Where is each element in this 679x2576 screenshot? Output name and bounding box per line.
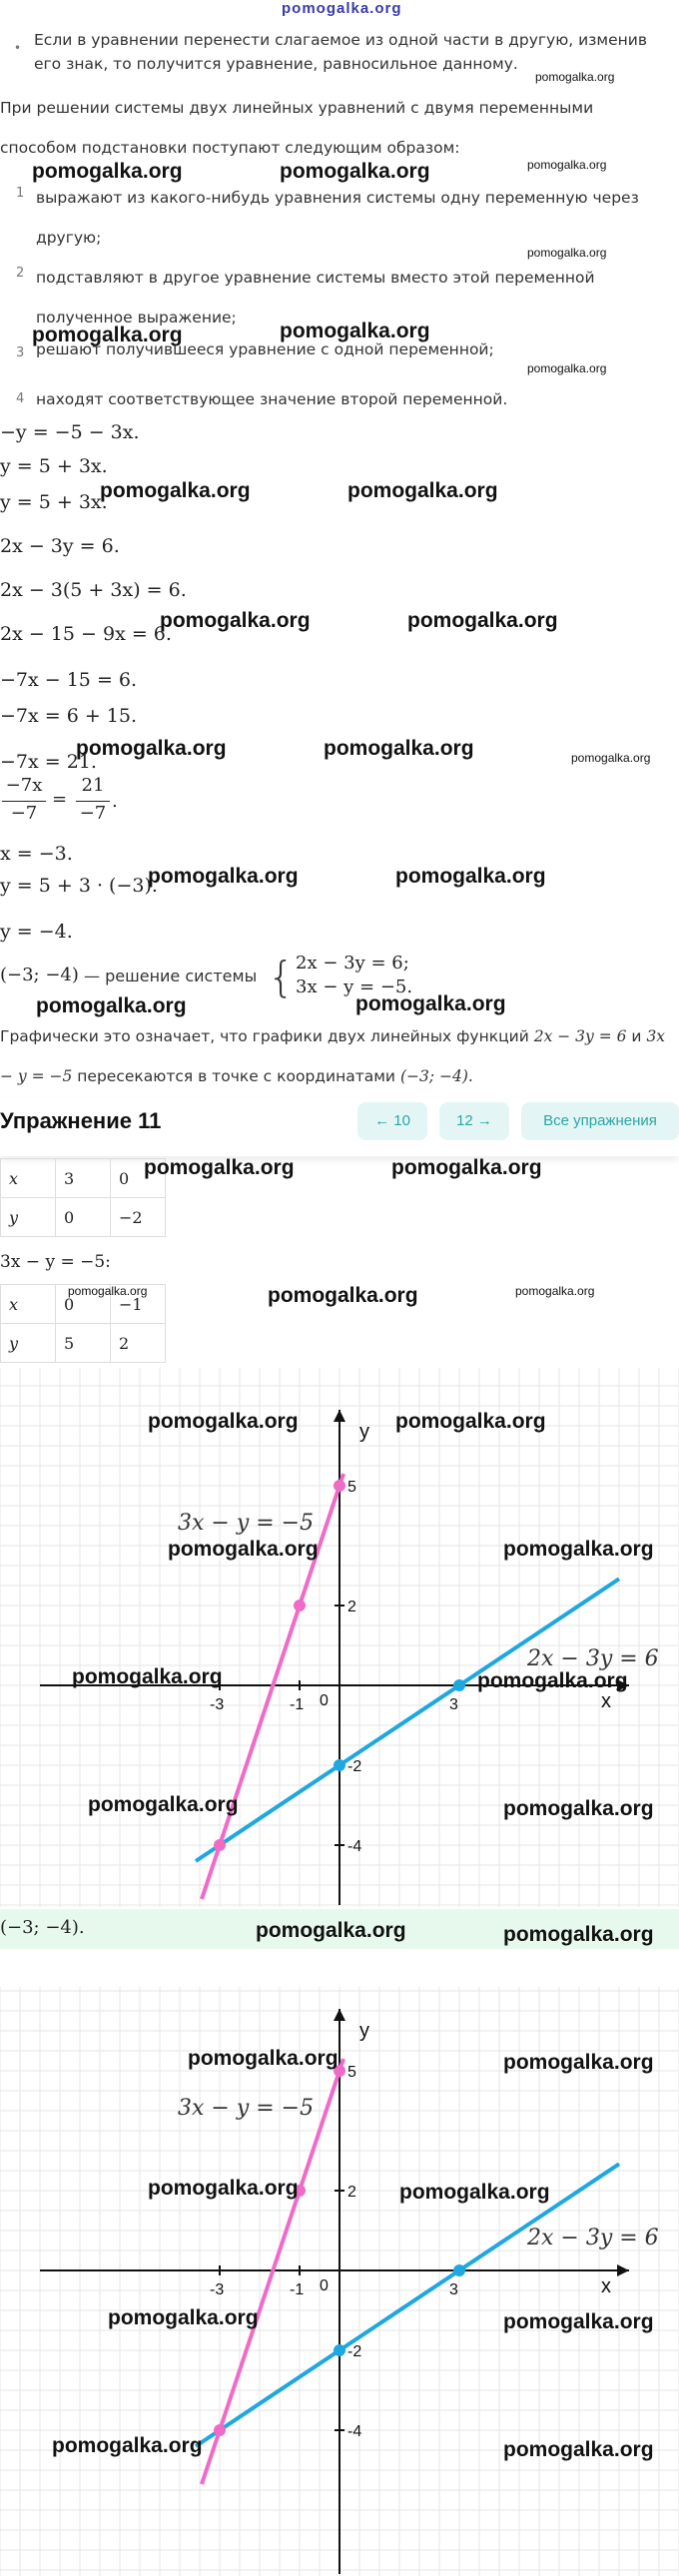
solution-text: — решение системы	[84, 966, 258, 985]
step-number: 2	[16, 266, 25, 281]
y-tick-label: -4	[347, 1838, 362, 1855]
point-line1	[294, 1600, 306, 1611]
equation: −y = −5 − 3x.	[0, 421, 140, 443]
watermark: pomogalka.org	[36, 994, 187, 1017]
equation: −7x = 6 + 15.	[0, 705, 138, 727]
y-axis-label: y	[359, 1421, 369, 1443]
x-tick-label: -3	[210, 1696, 225, 1713]
equation: y = −4.	[0, 921, 73, 943]
watermark: pomogalka.org	[68, 1284, 148, 1298]
line1-label: 3x − y = −5	[178, 1511, 315, 1536]
watermark: pomogalka.org	[76, 737, 227, 760]
step-text: находят соответствующее значение второй переменной.	[36, 390, 508, 408]
watermark: pomogalka.org	[72, 1665, 223, 1688]
watermark: pomogalka.org	[503, 2310, 654, 2333]
watermark: pomogalka.org	[88, 1793, 239, 1816]
watermark: pomogalka.org	[280, 160, 430, 183]
watermark: pomogalka.org	[355, 992, 506, 1015]
point-line2	[334, 2344, 345, 2356]
watermark: pomogalka.org	[268, 1284, 418, 1307]
point-line1	[334, 1480, 345, 1492]
y-tick-label: -2	[347, 2343, 362, 2360]
equation: y = 5 + 3 · (−3).	[0, 875, 158, 897]
table-cell: y	[1, 1324, 56, 1363]
watermark: pomogalka.org	[477, 1669, 628, 1692]
x-axis-arrow	[617, 2264, 629, 2276]
step-number: 1	[16, 186, 25, 201]
exercise-title: Упражнение 11	[0, 1108, 162, 1133]
fraction-num-left: −7x	[5, 775, 43, 796]
step-number: 4	[16, 391, 25, 406]
y-tick-label: 5	[347, 1479, 356, 1496]
fraction-den-right: −7	[79, 803, 107, 824]
table-row	[1, 1198, 166, 1237]
graphical-point: (−3; −4).	[399, 1067, 473, 1085]
fraction-bar	[2, 801, 46, 802]
y-tick-label: -2	[347, 1758, 362, 1775]
table-cell: 0	[111, 1159, 166, 1198]
intro-text: При решении системы двух линейных уравнений с двумя переменными способом подстановки поступают следующим образом:	[0, 99, 594, 157]
watermark: pomogalka.org	[407, 609, 558, 632]
watermark: pomogalka.org	[144, 1156, 295, 1179]
equation: 2x − 3(5 + 3x) = 6.	[0, 579, 187, 601]
rule-bullet: •	[14, 41, 22, 55]
table-cell: 2	[111, 1324, 166, 1363]
prev-exercise-button[interactable]: ← 10	[357, 1102, 427, 1140]
point-line1	[214, 2424, 226, 2436]
table-row	[1, 1159, 166, 1198]
watermark: pomogalka.org	[280, 320, 430, 342]
line2-label: 2x − 3y = 6	[527, 1646, 659, 1671]
y-tick-label: 5	[347, 2064, 356, 2081]
table-cell: 3	[56, 1159, 111, 1198]
fraction-equation	[0, 775, 140, 831]
watermark: pomogalka.org	[160, 609, 311, 632]
y-axis-label: y	[359, 2020, 369, 2042]
coordinate-graph	[0, 1987, 679, 2576]
equation: −7x − 15 = 6.	[0, 669, 138, 691]
all-exercises-button[interactable]: Все упражнения	[521, 1102, 679, 1140]
step-number: 3	[16, 345, 25, 360]
watermark: pomogalka.org	[399, 2181, 550, 2204]
equation: y = 5 + 3x.	[0, 491, 108, 513]
table-label: 3x − y = −5:	[0, 1252, 111, 1272]
origin-label: 0	[320, 2277, 329, 2294]
fraction-bar	[76, 801, 110, 802]
point-line2	[453, 2264, 465, 2276]
watermark: pomogalka.org	[100, 479, 251, 502]
watermark: pomogalka.org	[503, 1538, 654, 1561]
watermark: pomogalka.org	[535, 70, 615, 84]
equation: x = −3.	[0, 843, 73, 865]
fraction-den-left: −7	[10, 803, 38, 824]
fraction-num-right: 21	[81, 775, 105, 796]
watermark: pomogalka.org	[188, 2047, 339, 2070]
watermark: pomogalka.org	[324, 737, 474, 760]
watermark: pomogalka.org	[503, 2051, 654, 2074]
watermark: pomogalka.org	[391, 1156, 542, 1179]
x-axis-label: x	[601, 1690, 611, 1712]
system-eq2: 3x − y = −5.	[296, 976, 413, 997]
system-brace: {	[268, 953, 295, 1001]
watermark: pomogalka.org	[503, 1923, 654, 1946]
equation: 2x − 15 − 9x = 6.	[0, 623, 172, 645]
watermark: pomogalka.org	[108, 2306, 259, 2329]
watermark: pomogalka.org	[395, 865, 546, 888]
step-text: подставляют в другое уравнение системы вместо этой переменной полученное выражение;	[36, 269, 595, 326]
graphical-f1: 2x − 3y = 6	[533, 1027, 627, 1045]
y-tick-label: 2	[347, 1599, 356, 1615]
step-text: выражают из какого-нибудь уравнения системы одну переменную через другую;	[36, 189, 639, 247]
point-line2	[334, 1759, 345, 1771]
watermark: pomogalka.org	[148, 1410, 299, 1433]
table-cell: y	[1, 1198, 56, 1237]
watermark: pomogalka.org	[148, 2177, 299, 2200]
next-exercise-button[interactable]: 12 →	[439, 1102, 509, 1140]
watermark: pomogalka.org	[52, 2434, 203, 2457]
rule-text: Если в уравнении перенести слагаемое из одной части в другую, изменив его знак, то получится уравнение, равносильное данному.	[34, 31, 647, 73]
table-cell: 0	[56, 1285, 111, 1324]
x-tick-label: -3	[210, 2281, 225, 2298]
table-cell: −2	[111, 1198, 166, 1237]
x-tick-label: 3	[449, 1696, 458, 1713]
table-cell: −1	[111, 1285, 166, 1324]
table-cell: x	[1, 1159, 56, 1198]
watermark: pomogalka.org	[527, 158, 607, 172]
x-tick-label: 3	[449, 2281, 458, 2298]
watermark: pomogalka.org	[256, 1919, 406, 1942]
period: .	[112, 791, 118, 812]
equation: y = 5 + 3x.	[0, 455, 108, 477]
graphical-f2: 3x − y = −5	[0, 1027, 666, 1085]
x-tick-label: -1	[290, 2281, 305, 2298]
origin-label: 0	[320, 1692, 329, 1709]
values-table-line2	[0, 1158, 166, 1237]
exercise-nav-bar	[0, 1098, 679, 1156]
site-logo[interactable]: pomogalka.org	[282, 0, 402, 17]
solution-point: (−3; −4)	[0, 965, 79, 985]
line2-label: 2x − 3y = 6	[527, 2226, 659, 2251]
table-cell: x	[1, 1285, 56, 1324]
equation: −7x = 21.	[0, 751, 97, 773]
graphical-prefix: Графически это означает, что графики двух линейных функций	[0, 1027, 534, 1045]
coordinate-graph	[0, 1368, 679, 1907]
equation: 2x − 3y = 6.	[0, 535, 120, 557]
graphical-text	[0, 1016, 675, 1096]
y-axis-arrow	[334, 1410, 345, 1422]
system-eq1: 2x − 3y = 6;	[296, 953, 409, 973]
watermark: pomogalka.org	[503, 2438, 654, 2461]
watermark: pomogalka.org	[515, 1284, 595, 1298]
step-text: решают получившееся уравнение с одной переменной;	[36, 340, 494, 358]
table-cell: 0	[56, 1198, 111, 1237]
answer-text: (−3; −4).	[0, 1917, 85, 1938]
watermark: pomogalka.org	[527, 361, 607, 375]
watermark: pomogalka.org	[148, 865, 299, 888]
x-tick-label: -1	[290, 1696, 305, 1713]
y-tick-label: 2	[347, 2184, 356, 2201]
watermark: pomogalka.org	[32, 323, 183, 346]
line1-label: 3x − y = −5	[178, 2096, 315, 2121]
point-line2	[453, 1679, 465, 1691]
watermark: pomogalka.org	[347, 479, 498, 502]
watermark: pomogalka.org	[571, 751, 651, 765]
x-axis-label: x	[601, 2275, 611, 2297]
watermark: pomogalka.org	[168, 1538, 319, 1561]
y-tick-label: -4	[347, 2423, 362, 2440]
table-cell: 5	[56, 1324, 111, 1363]
point-line1	[214, 1839, 226, 1851]
table-row	[1, 1324, 166, 1363]
watermark: pomogalka.org	[503, 1797, 654, 1820]
watermark: pomogalka.org	[32, 160, 183, 183]
watermark: pomogalka.org	[527, 246, 607, 260]
graphical-and: и	[626, 1027, 642, 1045]
graphical-suffix: пересекаются в точке с координатами	[72, 1067, 400, 1085]
watermark: pomogalka.org	[395, 1410, 546, 1433]
equals-sign: =	[52, 789, 68, 810]
